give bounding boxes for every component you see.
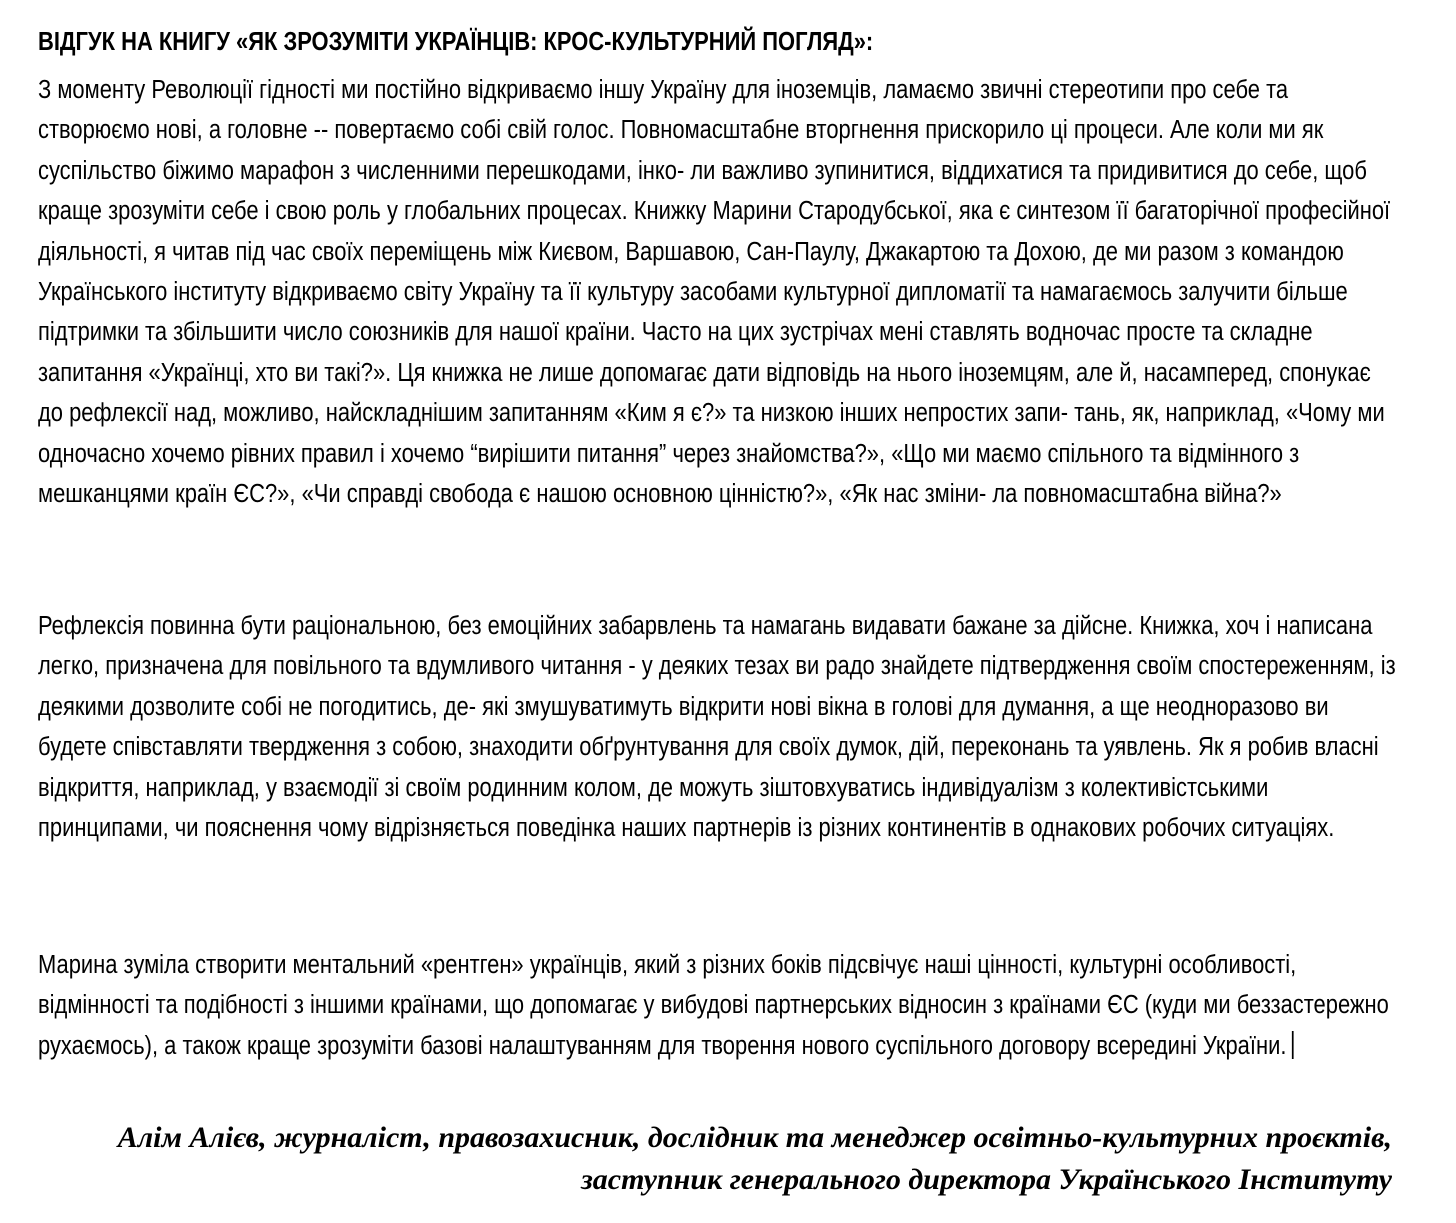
review-title: ВІДГУК НА КНИГУ «ЯК ЗРОЗУМІТИ УКРАЇНЦІВ: КРОС-КУЛЬТУРНИЙ ПОГЛЯД»: (38, 28, 874, 56)
paragraph-3 (38, 945, 1399, 1105)
author-signature: Алім Алієв, журналіст, правозахисник, дослідник та менеджер освітньо-культурних проєктів, заступник генерального директора Українського Інституту (117, 1121, 1392, 1196)
paragraph-3-text: Марина зуміла створити ментальний «рентген» українців, який з різних боків підсвічує наші цінності, культурні особливості, відмінності та подібності з іншими країнами, що допомагає у вибудові партнерських відносин з країнами ЄС (куди ми беззастережно рухаємось), а також краще зрозуміти базові налаштуванням для творення нового суспільного договору всередині України. (38, 951, 1389, 1060)
review-document (38, 22, 1398, 1105)
paragraph-1: З моменту Революції гідності ми постійно відкриваємо іншу Україну для іноземців, ламаємо звичні стереотипи про себе та створюємо нові, а головне -- повертаємо собі свій голос. Повномасштабне вторгнення прискорило ці процеси. Але коли ми як суспільство біжимо марафон з численними перешкодами, інко- ли важливо зупинитися, віддихатися та придивитися до себе, щоб краще зрозуміти себе і свою роль у глобальних процесах. Книжку Марини Стародубської, яка є синтезом її багаторічної професійної діяльності, я читав під час своїх переміщень між Києвом, Варшавою, Сан-Паулу, Джакартою та Дохою, де ми разом з командою Українського інституту відкриваємо світу Україну та її культуру засобами культурної дипломатії та намагаємось залучити більше підтримки та збільшити число союзників для нашої країни. Часто на цих зустрічах мені ставлять водночас просте та складне запитання «Українці, хто ви такі?». Ця книжка не лише допомагає дати відповідь на нього іноземцям, але й, насамперед, спонукає до рефлексії над, можливо, найскладнішим запитанням «Ким я є?» та низкою інших непростих запи- тань, як, наприклад, «Чому ми одночасно хочемо рівних правил і хочемо “вирішити питання” через знайомства?», «Що ми маємо спільного та відмінного з мешканцями країн ЄС?», «Чи справді свобода є нашою основною цінністю?», «Як нас зміни- ла повномасштабна війна?» (38, 76, 1391, 509)
paragraph-2: Рефлексія повинна бути раціональною, без емоційних забарвлень та намагань видавати бажане за дійсне. Книжка, хоч і написана легко, призначена для повільного та вдумливого читання - у деяких тезах ви радо знайдете підтвердження своїм спостереженням, із деякими дозволите собі не погодитись, де- які змушуватимуть відкрити нові вікна в голові для думання, а ще неодноразово ви будете співставляти твердження з собою, знаходити обґрунтування для своїх думок, дій, переконань та уявлень. Як я робив власні відкриття, наприклад, у взаємодії зі своїм родинним колом, де можуть зіштовхуватись індивідуалізм з колективістськими принципами, чи пояснення чому відрізняється поведінка наших партнерів із різних континентів в однакових робочих ситуаціях. (38, 612, 1396, 843)
text-cursor (1292, 1031, 1294, 1059)
